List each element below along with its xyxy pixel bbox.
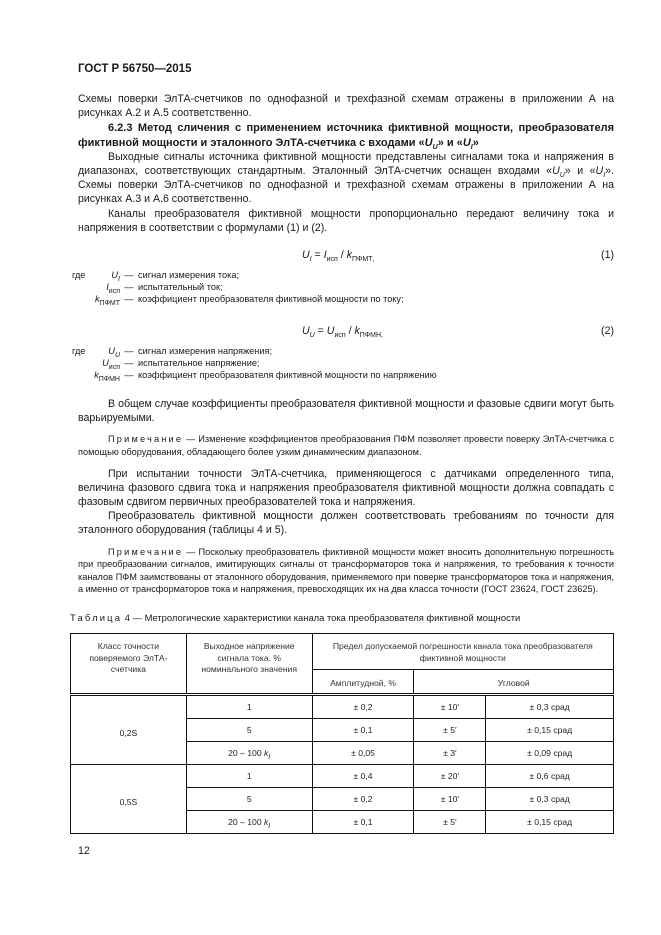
slash: /	[345, 325, 355, 338]
note-label: Примечание	[108, 434, 184, 445]
header-output-voltage: Выходное напряжение сигнала тока. % номинального значения	[186, 634, 312, 695]
where-item	[72, 281, 614, 296]
cell-voltage	[186, 742, 312, 765]
symbol-sub-pfmn: ПФМН	[359, 332, 382, 340]
dash: —	[124, 370, 134, 381]
page-body	[70, 92, 614, 834]
section-heading-6-2-3	[78, 121, 614, 149]
where-item-text: испытательное напряжение;	[138, 358, 260, 369]
cell-amplitude: ± 0,4	[312, 765, 414, 788]
header-error-limit: Предел допускаемой погрешности канала тока преобразователя фиктивной мощности	[312, 634, 613, 670]
cell-angle-crad: ± 0,09 срад	[486, 742, 614, 765]
header-accuracy-class: Класс точности поверяемого ЭлТА-счетчика	[71, 634, 187, 695]
cell-amplitude: ± 0,2	[312, 788, 414, 811]
cell-amplitude: ± 0,05	[312, 742, 414, 765]
where-list-2	[72, 345, 614, 384]
symbol-k: k	[264, 817, 269, 828]
symbol-sub-isp: исп	[108, 288, 120, 296]
heading-text: 6.2.3 Метод сличения с применением источника фиктивной мощности, преобразователя фиктивной мощности и эталонного ЭлТА-счетчика с входами «	[78, 122, 614, 149]
symbol-sub-isp: исп	[334, 332, 346, 340]
symbol-k: k	[94, 370, 99, 381]
equals: =	[311, 249, 324, 262]
note-text: — Поскольку преобразователь фиктивной мощности может вносить дополнительную погрешность при преобразовании сигналов, имитирующих сигналы от трансформаторов тока и напряжения, то требования к точности каналов ПФМ заимствованы от эталонного оборудования, применяемого при поверке трансформаторов тока и напряжения, а именно от трансформаторов тока и напряжения, превосходящих их на два класса точности (ГОСТ 23624, ГОСТ 23625).	[78, 546, 614, 595]
cell-voltage: 1	[186, 695, 312, 719]
where-item-text: коэффициент преобразователя фиктивной мощности по напряжению	[138, 370, 437, 381]
cell-amplitude: ± 0,1	[312, 719, 414, 742]
symbol-u: U	[326, 325, 335, 338]
cell-voltage: 5	[186, 788, 312, 811]
where-list-1	[72, 269, 614, 308]
dash: —	[124, 282, 134, 293]
formula-1-expression	[302, 249, 375, 264]
symbol-sub-u: U	[309, 332, 315, 340]
symbol-u: U	[552, 165, 560, 178]
paragraph-schemes-a2-a5: Схемы поверки ЭлТА-счетчиков по однофазной и трехфазной схемам отражены в приложении А на рисунках А.2 и А.5 соответственно.	[78, 93, 614, 120]
symbol-i: I	[323, 249, 327, 262]
symbol-sub-i: I	[118, 276, 120, 284]
symbol-u: U	[424, 136, 433, 149]
cell-angle-minutes: ± 10′	[414, 695, 486, 719]
table-header-row	[71, 634, 614, 670]
cell-class: 0,2S	[71, 695, 187, 765]
symbol-sub-u: U	[114, 352, 120, 360]
paragraph-channels: Каналы преобразователя фиктивной мощности пропорционально передают величину тока и напряжения в соответствии с формулами (1) и (2).	[78, 207, 614, 234]
text: ». Схемы поверки ЭлТА-счетчиков по однофазной и трехфазной схемам отражены в приложении А на рисунках А.3 и А.6 соответственно.	[78, 165, 614, 206]
cell-class: 0,5S	[71, 765, 187, 834]
formula-2-number: (2)	[601, 325, 614, 338]
comma: ,	[372, 256, 375, 264]
formula-2-expression	[302, 325, 383, 340]
cell-angle-minutes: ± 5′	[414, 811, 486, 834]
cell-angle-crad: ± 0,3 срад	[486, 788, 614, 811]
note-text: — Изменение коэффициентов преобразования ПФМ позволяет провести поверку ЭлТА-счетчика с помощью оборудования, обладающего более узким динамическим диапазоном.	[78, 434, 614, 458]
symbol-u: U	[595, 165, 604, 178]
header-amplitude: Амплитудной, %	[312, 670, 414, 695]
formula-1	[78, 249, 614, 269]
paragraph-coefficients-variable: В общем случае коэффициенты преобразователя фиктивной мощности и фазовые сдвиги могут быть варьируемыми.	[78, 398, 614, 425]
symbol-sub-i: I	[268, 823, 271, 831]
text: Выходные сигналы источника фиктивной мощности представлены сигналами тока и напряжения в диапазонах, соответствующих стандартным. Эталонный ЭлТА-счетчик оснащен входами «	[78, 150, 614, 178]
note-1	[78, 433, 614, 458]
symbol-u: U	[462, 136, 471, 149]
where-item-text: сигнал измерения напряжения;	[138, 346, 273, 357]
page-number: 12	[78, 845, 90, 857]
where-item-text: сигнал измерения тока;	[138, 270, 239, 281]
where-item	[72, 357, 614, 372]
symbol-sub-pfmt: ПФМТ	[351, 256, 373, 264]
heading-text-mid: » и «	[437, 136, 463, 149]
paragraph-phase-shift: При испытании точности ЭлТА-счетчика, применяющегося с датчиками определенного типа, величина фазового сдвига тока и напряжения преобразователя фиктивной мощности должна совпадать с фазовым сдвигом первичных преобразователей тока и напряжения.	[78, 467, 614, 509]
equals: =	[314, 325, 327, 338]
symbol-u: U	[111, 270, 119, 281]
symbol-sub-i: I	[309, 256, 312, 264]
header-angular: Угловой	[414, 670, 614, 695]
symbol-sub-pfmt: ПФМТ	[99, 300, 120, 308]
where-item	[72, 345, 614, 360]
cell-amplitude: ± 0,1	[312, 811, 414, 834]
dash: —	[124, 270, 134, 281]
symbol-sub-i: I	[470, 143, 473, 151]
cell-angle-minutes: ± 20′	[414, 765, 486, 788]
cell-angle-minutes: ± 3′	[414, 742, 486, 765]
formula-1-number: (1)	[601, 249, 614, 262]
caption-text: 4 — Метрологические характеристики канала тока преобразователя фиктивной мощности	[122, 612, 521, 624]
caption-label: Таблица	[70, 612, 123, 624]
symbol-k: k	[346, 249, 352, 262]
comma: ,	[381, 332, 383, 340]
dash: —	[124, 346, 134, 357]
symbol-k: k	[264, 748, 269, 759]
cell-voltage: 5	[186, 719, 312, 742]
formula-2	[78, 325, 614, 345]
where-item-text: коэффициент преобразователя фиктивной мощности по току;	[138, 294, 404, 305]
table-caption	[70, 612, 614, 623]
symbol-sub-i: I	[603, 172, 606, 180]
symbol-u: U	[302, 325, 310, 338]
cell-angle-crad: ± 0,15 срад	[486, 811, 614, 834]
cell-angle-minutes: ± 5′	[414, 719, 486, 742]
symbol-k: k	[94, 294, 100, 305]
symbol-sub-i: I	[268, 754, 271, 762]
where-item	[72, 269, 614, 284]
table-row	[71, 765, 614, 788]
text: » и «	[564, 165, 596, 178]
cell-angle-minutes: ± 10′	[414, 788, 486, 811]
symbol-k: k	[354, 325, 360, 338]
cell-amplitude: ± 0,2	[312, 695, 414, 719]
voltage-range: 20 – 100	[228, 748, 264, 759]
symbol-sub-isp: исп	[326, 256, 338, 264]
cell-voltage	[186, 811, 312, 834]
where-item	[72, 293, 614, 308]
cell-angle-crad: ± 0,6 срад	[486, 765, 614, 788]
symbol-u: U	[102, 358, 109, 369]
note-label: Примечание	[108, 546, 184, 557]
symbol-sub-u: U	[559, 172, 565, 180]
table-row	[71, 695, 614, 719]
symbol-u: U	[108, 346, 115, 357]
voltage-range: 20 – 100	[228, 817, 264, 828]
dash: —	[124, 358, 134, 369]
symbol-sub-u: U	[432, 143, 438, 151]
paragraph-accuracy-requirements: Преобразователь фиктивной мощности должен соответствовать требованиям по точности для эталонного оборудования (таблицы 4 и 5).	[78, 510, 614, 537]
document-header: ГОСТ Р 56750—2015	[78, 63, 192, 75]
symbol-u: U	[302, 249, 310, 262]
where-label: где	[72, 270, 86, 281]
dash: —	[124, 294, 134, 305]
note-2	[78, 546, 614, 596]
symbol-sub-isp: исп	[108, 364, 120, 372]
metrology-table	[70, 633, 614, 834]
where-item	[72, 369, 614, 384]
slash: /	[337, 249, 347, 262]
symbol-i: I	[106, 282, 109, 293]
paragraph-output-signals	[78, 150, 614, 207]
cell-angle-crad: ± 0,3 срад	[486, 695, 614, 719]
cell-angle-crad: ± 0,15 срад	[486, 719, 614, 742]
where-label: где	[72, 346, 86, 357]
heading-text-end: »	[472, 136, 479, 149]
cell-voltage: 1	[186, 765, 312, 788]
where-item-text: испытательный ток;	[138, 282, 223, 293]
symbol-sub-pfmn: ПФМН	[98, 376, 120, 384]
